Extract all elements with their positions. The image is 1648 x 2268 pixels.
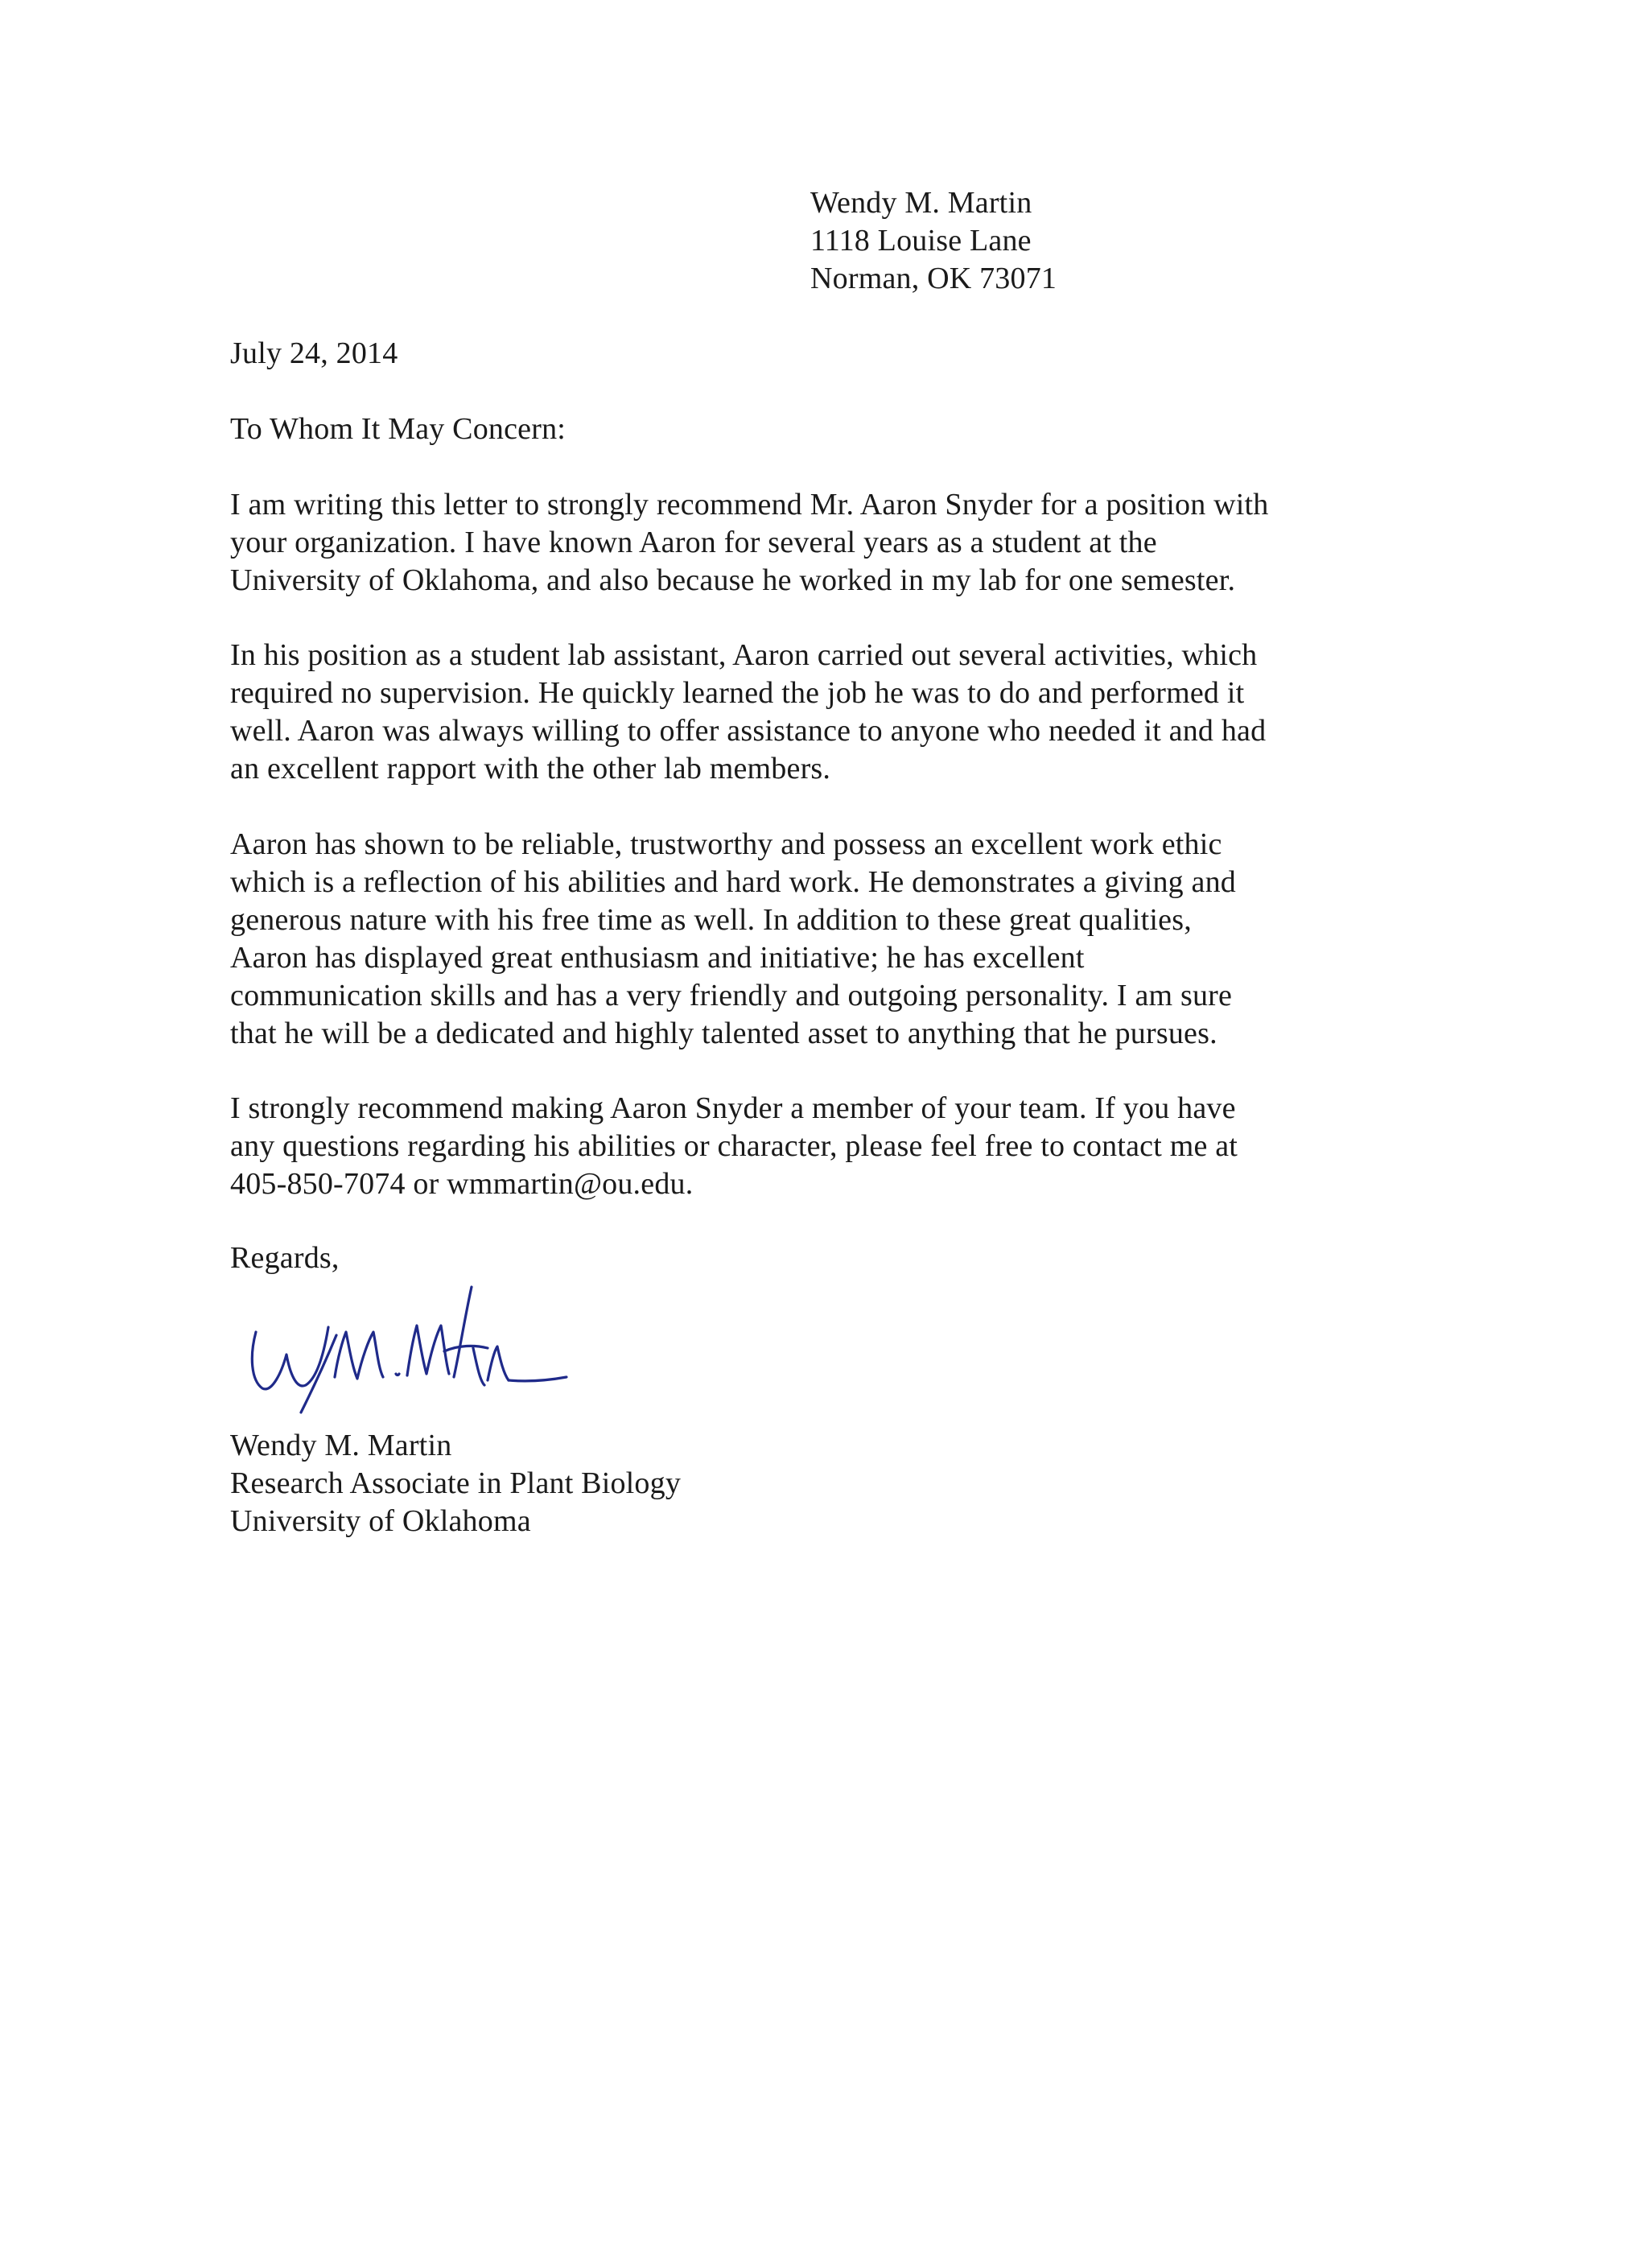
paragraph-line: Aaron has displayed great enthusiasm and initiative; he has excellent	[230, 941, 1085, 975]
letter-date: July 24, 2014	[230, 336, 398, 370]
paragraph-line: Aaron has shown to be reliable, trustworthy and possess an excellent work ethic	[230, 827, 1222, 861]
paragraph-line: that he will be a dedicated and highly talented asset to anything that he pursues.	[230, 1016, 1217, 1050]
paragraph-line: which is a reflection of his abilities and hard work. He demonstrates a giving and	[230, 865, 1237, 899]
sender-street: 1118 Louise Lane	[810, 224, 1032, 258]
paragraph-line: I strongly recommend making Aaron Snyder a member of your team. If you have	[230, 1091, 1236, 1125]
signer-name: Wendy M. Martin	[230, 1429, 452, 1462]
paragraph-line: an excellent rapport with the other lab members.	[230, 752, 831, 786]
sender-address-block	[810, 184, 1374, 298]
sender-city-state-zip: Norman, OK 73071	[810, 262, 1057, 295]
paragraph-3	[230, 826, 1421, 1053]
closing: Regards,	[230, 1241, 340, 1275]
salutation: To Whom It May Concern:	[230, 412, 566, 446]
paragraph-2	[230, 637, 1421, 788]
paragraph-line: 405-850-7074 or wmmartin@ou.edu.	[230, 1167, 694, 1201]
paragraph-line: well. Aaron was always willing to offer assistance to anyone who needed it and had	[230, 714, 1267, 748]
paragraph-line: University of Oklahoma, and also because he worked in my lab for one semester.	[230, 563, 1236, 597]
sender-name: Wendy M. Martin	[810, 186, 1032, 220]
paragraph-1	[230, 486, 1421, 600]
signer-block	[230, 1427, 954, 1540]
paragraph-line: I am writing this letter to strongly recommend Mr. Aaron Snyder for a position with	[230, 488, 1269, 522]
signer-institution: University of Oklahoma	[230, 1504, 531, 1538]
paragraph-4	[230, 1090, 1421, 1203]
paragraph-line: generous nature with his free time as well. In addition to these great qualities,	[230, 903, 1192, 937]
paragraph-line: any questions regarding his abilities or character, please feel free to contact me at	[230, 1129, 1238, 1163]
paragraph-line: In his position as a student lab assistant, Aaron carried out several activities, which	[230, 638, 1258, 672]
paragraph-line: your organization. I have known Aaron for several years as a student at the	[230, 526, 1157, 559]
paragraph-line: communication skills and has a very friendly and outgoing personality. I am sure	[230, 979, 1233, 1012]
paragraph-line: required no supervision. He quickly learned the job he was to do and performed it	[230, 676, 1245, 710]
handwritten-signature	[241, 1268, 579, 1429]
signer-title: Research Associate in Plant Biology	[230, 1466, 682, 1500]
